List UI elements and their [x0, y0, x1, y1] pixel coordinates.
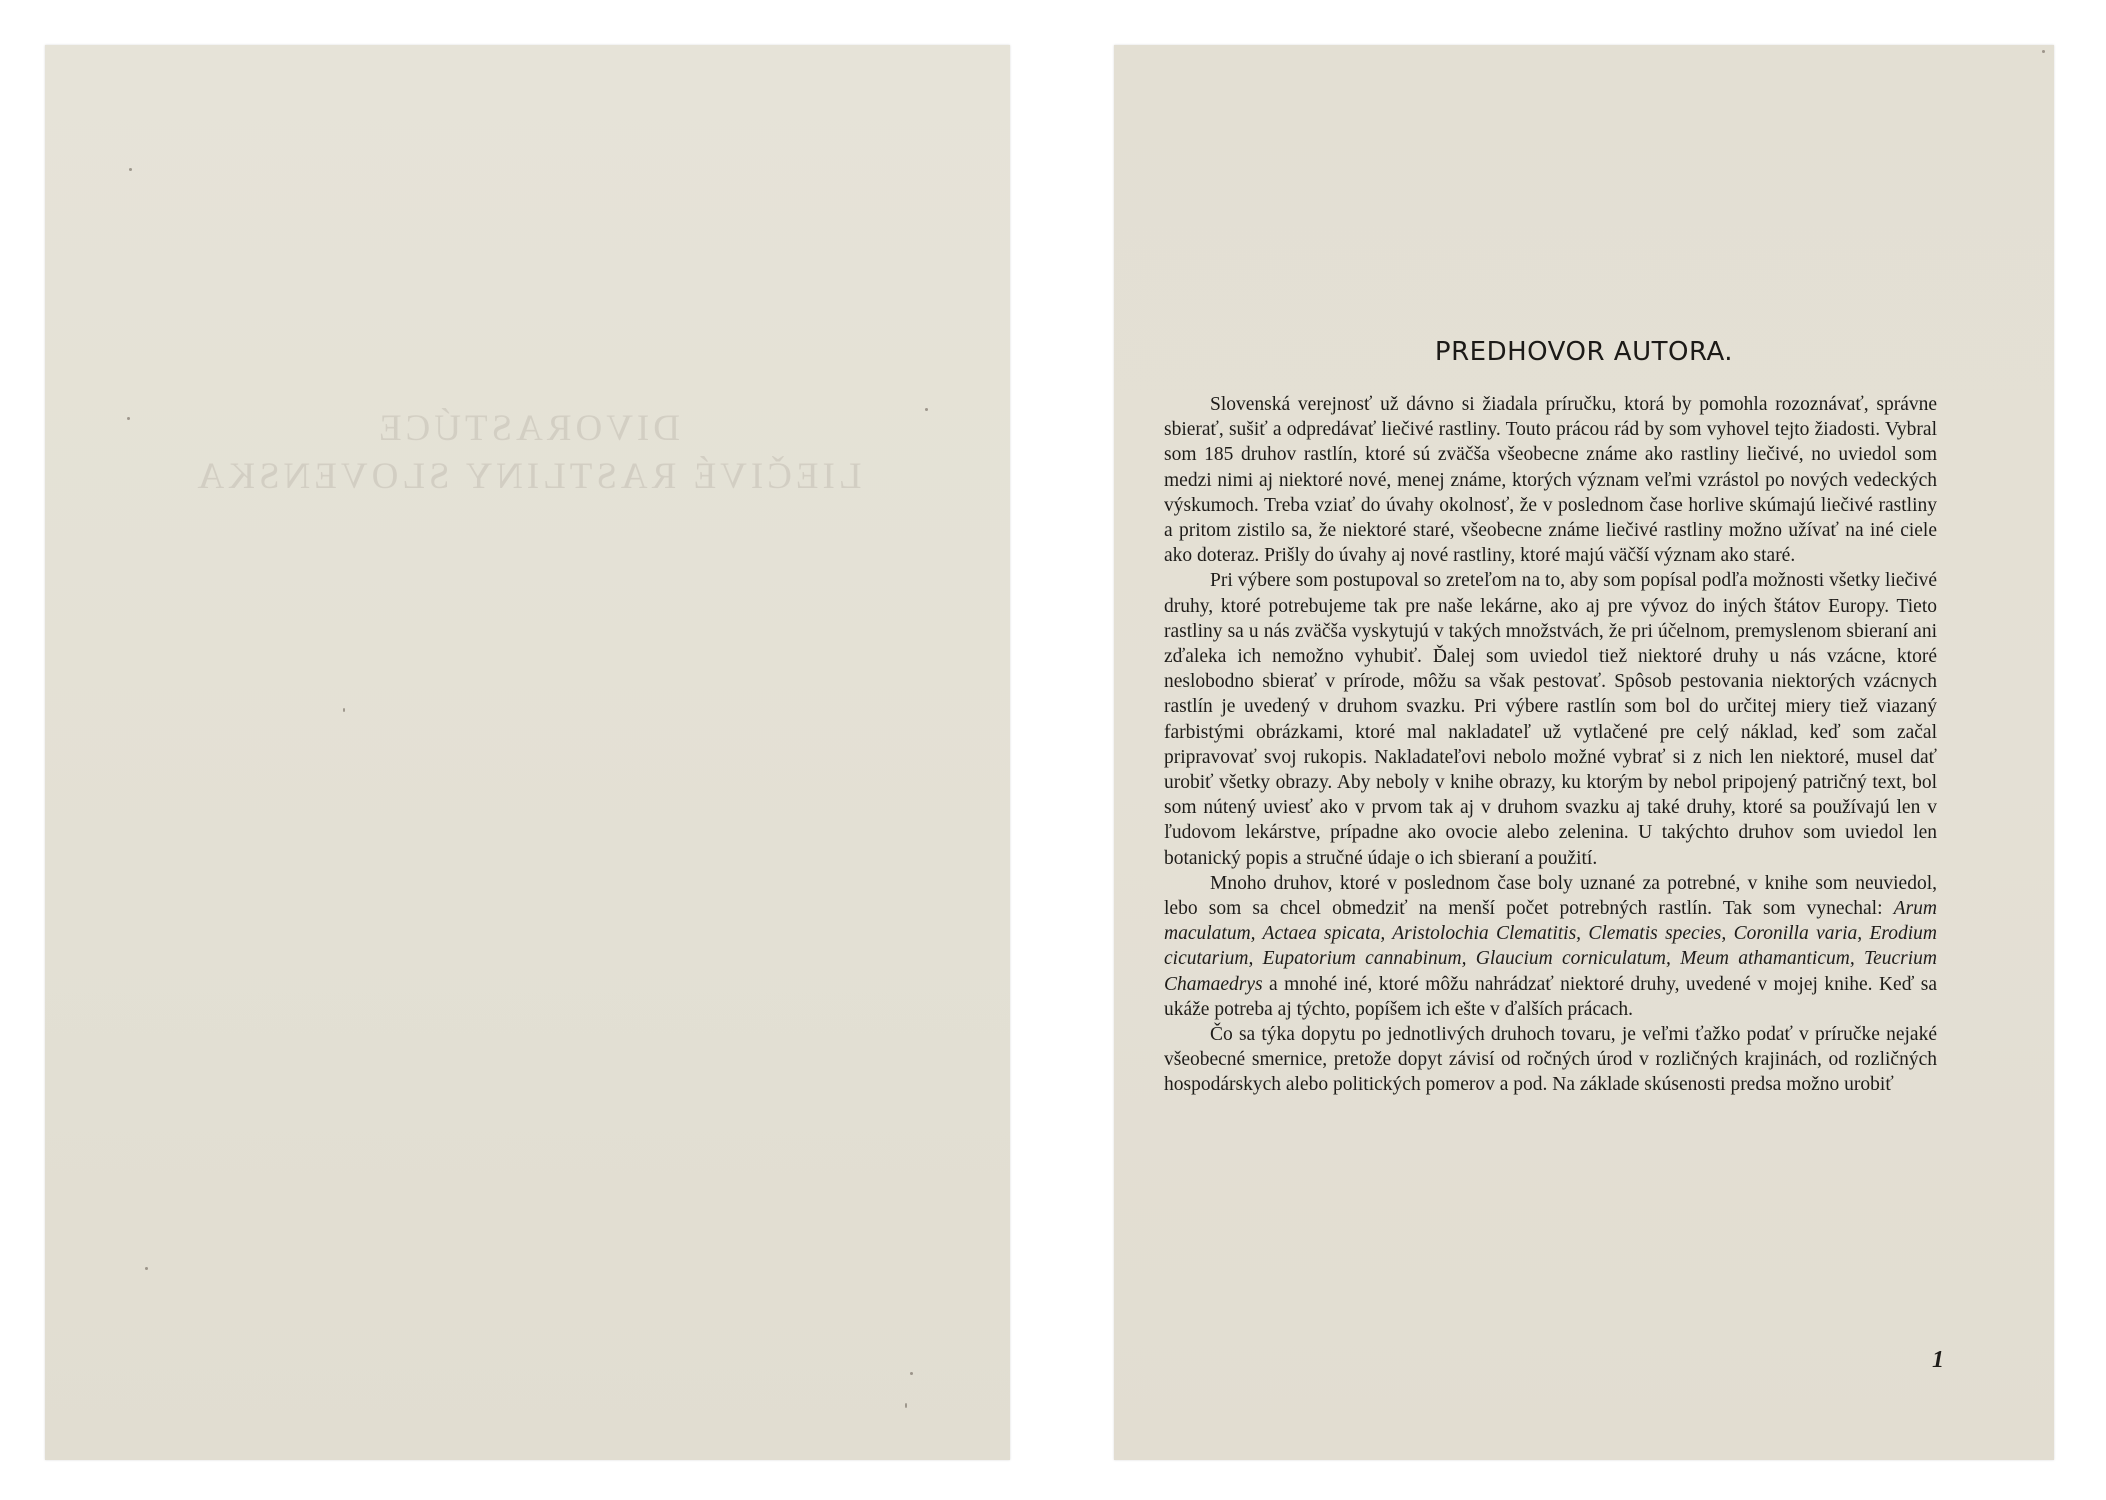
paragraph-text: Pri výbere som postupoval so zreteľom na to, aby som popísal podľa možnosti všetky liečivé druhy, ktoré potrebujeme tak pre naše lekárne, ako aj pre vývoz do iných štátov Europy. Tieto rastliny sa u nás zväčša vyskytujú v takých množstvách, že pri účelnom, premyslenom sbieraní ani zďaleka ich nemožno vyhubiť. Ďalej som uviedol tiež niektoré druhy u nás vzácne, ktoré neslobodno sbierať v prírode, môžu sa však pestovať. Spôsob pestovania niektorých vzácnych rastlín je uvedený v druhom svazku. Pri výbere rastlín som bol do určitej miery tiež viazaný farbistými obrázkami, ktoré mal nakladateľ už vytlačené pre celý náklad, keď som začal pripravovať svoj rukopis. Nakladateľovi nebolo možné vybrať si z nich len niektoré, musel dať urobiť všetky obrazy. Aby neboly v knihe obrazy, ku ktorým by nebol pripojený patričný text, bol som nútený uviesť ako v prvom tak aj v druhom svazku aj také druhy, ktoré sa používajú len v ľudovom lekárstve, prípadne ako ovocie alebo zelenina. U takýchto druhov som uviedol len botanický popis a stručné údaje o ich sbieraní a použití.: [1164, 570, 1937, 869]
paragraph-text: Slovenská verejnosť už dávno si žiadala príručku, ktorá by pomohla rozoznávať, správne sbierať, sušiť a odpredávať liečivé rastliny. Touto prácou rád by som vyhovel tejto žiadosti. Vybral som 185 druhov rastlín, ktoré sú zväčša všeobecne známe ako rastliny liečivé, no uviedol som medzi nimi aj niektoré nové, menej známe, ktorých význam veľmi vzrástol po nových vedeckých výskumoch. Treba vziať do úvahy okolnosť, že v poslednom čase horlive skúmajú liečivé rastliny a pritom zistilo sa, že niektoré staré, všeobecne známe liečivé rastliny možno užívať na iné ciele ako doteraz. Prišly do úvahy aj nové rastliny, ktoré majú väčší význam ako staré.: [1164, 394, 1937, 567]
paper-speck: [925, 408, 928, 411]
page-number: 1: [1932, 1347, 1944, 1373]
bleed-through-text: DIVORASTÚCE: [374, 408, 681, 449]
paragraph-text: a mnohé iné, ktoré môžu nahrádzať niektoré druhy, uvedené v mojej knihe. Keď sa ukáže potreba aj týchto, popíšem ich ešte v ďalších prácach.: [1164, 973, 1937, 1020]
paragraph: [1164, 568, 1937, 870]
paper-speck: [127, 417, 130, 420]
left-page: [45, 45, 1010, 1460]
paper-speck: [2042, 50, 2045, 53]
right-page: [1114, 45, 2054, 1460]
paragraph-text: Čo sa týka dopytu po jednotlivých druhoch tovaru, je veľmi ťažko podať v príručke nejaké všeobecné smernice, pretože dopyt závisí od ročných úrod v rozličných krajinách, od rozličných hospodárskych alebo politických pomerov a pod. Na základe skúsenosti predsa možno urobiť: [1164, 1024, 1937, 1096]
paragraph: [1164, 1022, 1937, 1098]
paper-speck: [910, 1372, 913, 1375]
chapter-title: PREDHOVOR AUTORA.: [1434, 337, 1734, 367]
italic-species-list: Arum maculatum, Actaea spicata, Aristolochia Clematitis, Clematis species, Coronilla varia, Erodium cicutarium, Eupatorium cannabinum, Glaucium corniculatum, Meum athamanticum, Teucrium Chamaedrys: [1164, 898, 1937, 995]
bleed-through-text: LIEČIVÉ RASTLINY SLOVENSKA: [193, 456, 862, 497]
paragraph: [1164, 392, 1937, 568]
paper-speck: [343, 708, 345, 712]
paragraph: [1164, 871, 1937, 1022]
preface-body: [1164, 392, 1937, 1098]
paragraph-text: Mnoho druhov, ktoré v poslednom čase boly uznané za potrebné, v knihe som neuviedol, lebo som sa chcel obmedziť na menší počet potrebných rastlín. Tak som vynechal:: [1164, 872, 1937, 920]
paper-speck: [145, 1267, 148, 1270]
paper-speck: [905, 1403, 907, 1408]
paper-speck: [129, 168, 132, 171]
